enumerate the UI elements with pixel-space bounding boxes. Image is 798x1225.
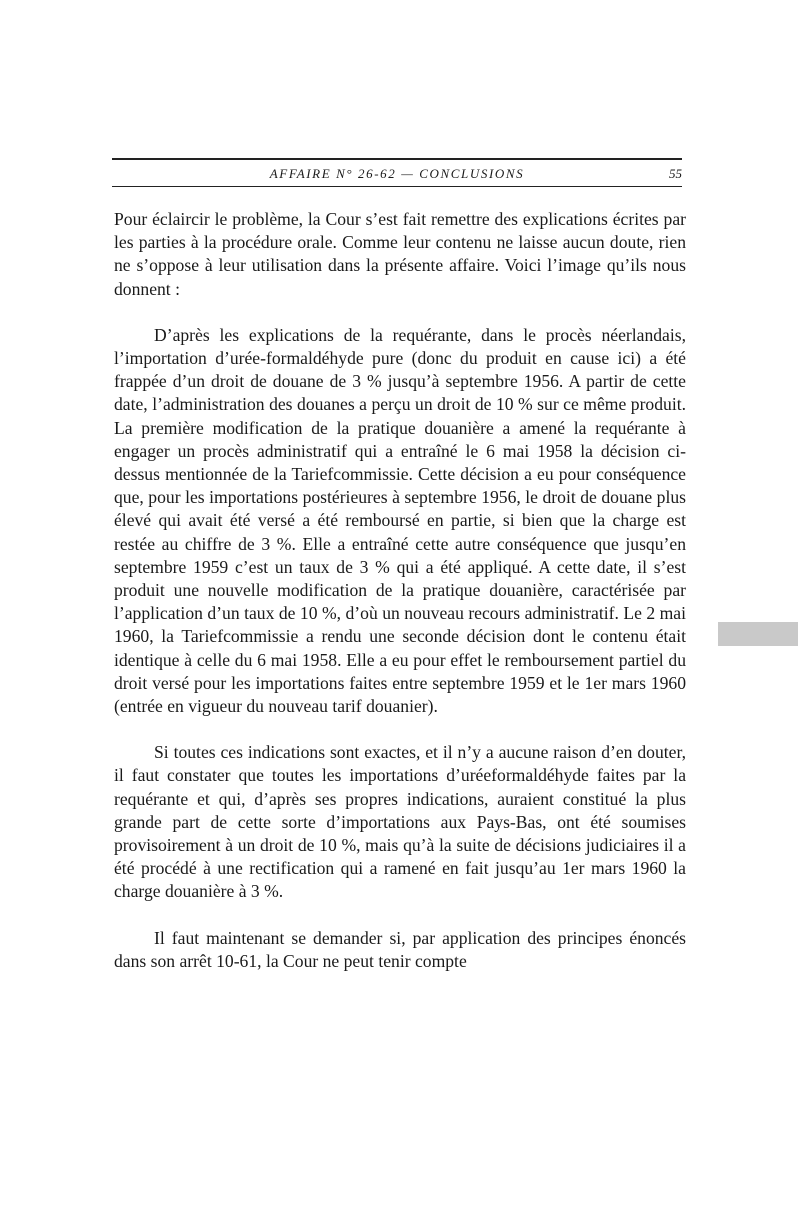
running-head: AFFAIRE N° 26-62 — CONCLUSIONS: [269, 166, 525, 181]
paragraph-1: Pour éclaircir le problème, la Cour s’est fait remettre des explications écrites par les parties à la procédure orale. Comme leur contenu ne laisse aucun doute, rien ne s’oppose à leur utilisation dans la présente affaire. Voici l’image qu’ils nous donnent :: [114, 209, 686, 299]
page-number: 55: [669, 166, 682, 181]
paragraph-4: Il faut maintenant se demander si, par application des principes énoncés dans son arrêt 10-61, la Cour ne peut tenir compte: [114, 927, 686, 971]
paragraph-2: D’après les explications de la requérante, dans le procès néerlandais, l’importation d’urée-formaldéhyde pure (donc du produit en cause ici) a été frappée d’un droit de douane de 3 % jusqu’à septembre 1956. A partir de cette date, l’administration des douanes a perçu un droit de 10 % sur ce même produit. La première modification de la pratique douanière a amené la requérante à engager un procès administratif qui a entraîné le 6 mai 1958 la décision ci-dessus mentionnée de la Tariefcommissie. Cette décision a eu pour conséquence que, pour les importations postérieures à septembre 1956, le droit de douane plus élevé qui avait été versé a été remboursé en partie, si bien que la charge est restée au chiffre de 3 %. Elle a entraîné cette autre conséquence que jusqu’en septembre 1959 c’est un taux de 3 % qui a été appliqué. A cette date, il s’est produit une nouvelle modification de la pratique douanière, caractérisée par l’application d’un taux de 10 %, d’où un nouveau recours administratif. Le 2 mai 1960, la Tariefcommissie a rendu une seconde décision dont le contenu était identique à celle du 6 mai 1958. Elle a eu pour effet le remboursement partiel du droit versé pour les importations faites entre septembre 1959 et le 1er mars 1960 (entrée en vigueur du nouveau tarif douanier).: [114, 324, 686, 717]
header-rule-bottom: [112, 186, 682, 187]
body-text: [114, 208, 686, 996]
header-rule-top: [112, 158, 682, 160]
margin-thumb-tab: [718, 622, 798, 646]
paragraph-3: Si toutes ces indications sont exactes, et il n’y a aucune raison d’en douter, il faut constater que toutes les importations d’uréeformaldéhyde faites par la requérante et qui, d’après ses propres indications, auraient constitué la plus grande part de cette sorte d’importations aux Pays-Bas, ont été soumises provisoirement à un droit de 10 %, mais qu’à la suite de décisions judiciaires il a été procédé à une rectification qui a ramené en fait jusqu’au 1er mars 1960 la charge douanière à 3 %.: [114, 742, 686, 902]
